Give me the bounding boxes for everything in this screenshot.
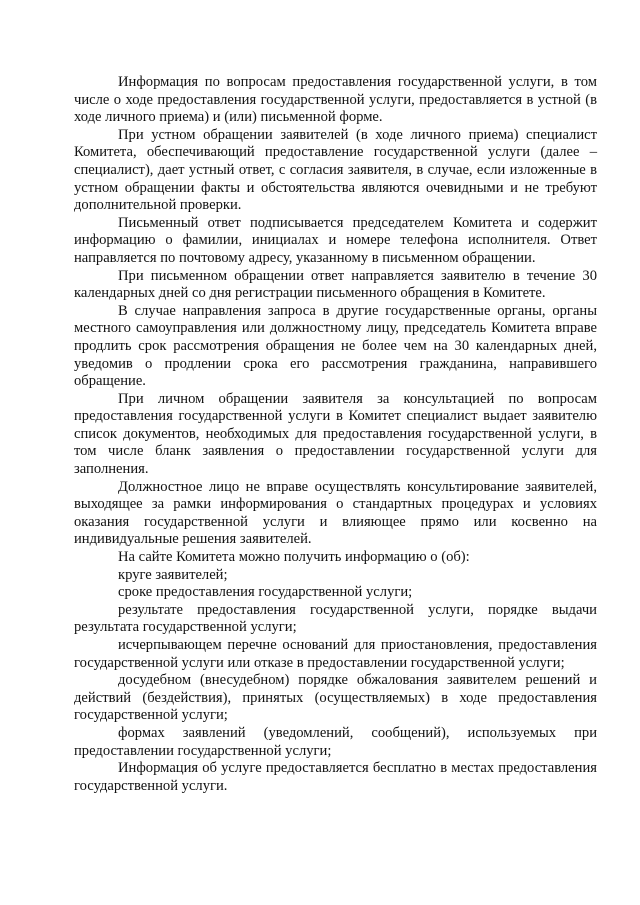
list-item-service-term: сроке предоставления государственной услуги; (118, 584, 413, 601)
list-item-applicants: круге заявителей; (118, 566, 228, 583)
paragraph-website-info: На сайте Комитета можно получить информацию о (об): (118, 549, 470, 566)
paragraph-free-info: Информация об услуге предоставляется бесплатно в местах предоставления государственной услуги. (74, 760, 597, 794)
list-item-refusal-grounds: исчерпывающем перечне оснований для приостановления, предоставления государственной услуги или отказе в предоставлении государственной услуги; (74, 637, 597, 671)
document-body (74, 74, 597, 795)
list-item-application-forms: формах заявлений (уведомлений, сообщений), используемых при предоставлении государственной услуги; (74, 724, 597, 759)
paragraph-written-answer: Письменный ответ подписывается председателем Комитета и содержит информацию о фамилии, инициалах и номере телефона исполнителя. Ответ направляется по почтовому адресу, указанному в письменном обращении. (74, 214, 597, 266)
paragraph-consultation-limits: Должностное лицо не вправе осуществлять консультирование заявителей, выходящее за рамки информирования о стандартных процедурах и условиях оказания государственной услуги и влияющее прямо или косвенно на индивидуальные решения заявителей. (74, 478, 597, 548)
paragraph-personal-consultation: При личном обращении заявителя за консультацией по вопросам предоставления государственной услуги в Комитет специалист выдает заявителю список документов, необходимых для предоставления государственной услуги, в том числе бланк заявления о предоставлении государственной услуги для заполнения. (74, 390, 597, 478)
list-item-service-result: результате предоставления государственной услуги, порядке выдачи результата государственной услуги; (74, 601, 597, 636)
paragraph-deadline-extension: В случае направления запроса в другие государственные органы, органы местного самоуправления или должностному лицу, председатель Комитета вправе продлить срок рассмотрения обращения не более чем на 30 календарных дней, уведомив о продлении срока его рассмотрения гражданина, направившего обращение. (74, 302, 597, 390)
list-item-appeal-procedure: досудебном (внесудебном) порядке обжалования заявителем решений и действий (бездействия), принятых (осуществляемых) в ходе предоставления государственной услуги; (74, 672, 597, 724)
paragraph-info-methods: Информация по вопросам предоставления государственной услуги, в том числе о ходе предоставления государственной услуги, предоставляется в устной (в ходе личного приема) и (или) письменной форме. (74, 74, 597, 126)
paragraph-written-deadline: При письменном обращении ответ направляется заявителю в течение 30 календарных дней со дня регистрации письменного обращения в Комитете. (74, 267, 597, 302)
paragraph-oral-request: При устном обращении заявителей (в ходе личного приема) специалист Комитета, обеспечивающий предоставление государственной услуги (далее – специалист), дает устный ответ, с согласия заявителя, в случае, если изложенные в устном обращении факты и обстоятельства являются очевидными и не требуют дополнительной проверки. (74, 126, 597, 214)
